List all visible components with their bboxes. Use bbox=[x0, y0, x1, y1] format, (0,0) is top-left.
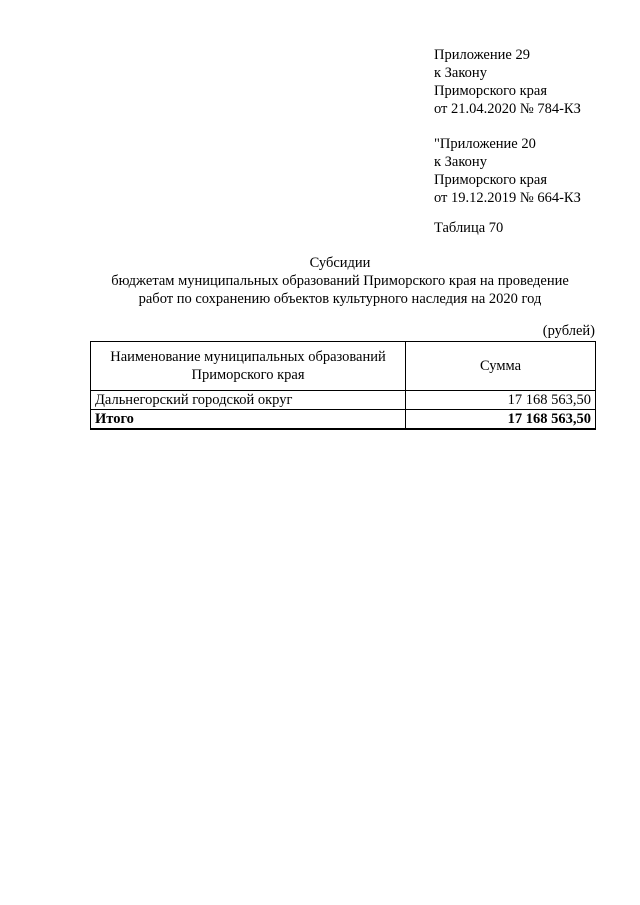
header-amount: Сумма bbox=[406, 342, 596, 391]
title-line: работ по сохранению объектов культурного наследия на 2020 год bbox=[138, 291, 542, 307]
header-municipality: Наименование муниципальных образований Приморского края bbox=[91, 342, 406, 391]
document-title bbox=[60, 254, 620, 308]
title-line: бюджетам муниципальных образований Приморского края на проведение bbox=[111, 273, 569, 289]
cell-amount: 17 168 563,50 bbox=[406, 391, 596, 410]
annex-line: от 21.04.2020 № 784-КЗ bbox=[434, 101, 581, 117]
annex-line: Приложение 29 bbox=[434, 47, 530, 63]
title-line: Субсидии bbox=[309, 255, 371, 271]
total-row bbox=[91, 410, 596, 430]
annex-reference-previous bbox=[434, 135, 624, 207]
table-number: Таблица 70 bbox=[434, 220, 504, 236]
total-amount: 17 168 563,50 bbox=[406, 410, 596, 430]
annex-reference-current bbox=[434, 46, 624, 118]
units-label: (рублей) bbox=[542, 323, 595, 339]
annex-line: к Закону bbox=[434, 154, 487, 170]
cell-municipality: Дальнегорский городской округ bbox=[91, 391, 406, 410]
annex-line: Приморского края bbox=[434, 172, 548, 188]
subsidy-table bbox=[90, 341, 596, 430]
annex-line: Приморского края bbox=[434, 83, 548, 99]
annex-line: "Приложение 20 bbox=[434, 136, 536, 152]
table-header-row bbox=[91, 342, 596, 391]
annex-line: от 19.12.2019 № 664-КЗ bbox=[434, 190, 581, 206]
annex-line: к Закону bbox=[434, 65, 487, 81]
table-row bbox=[91, 391, 596, 410]
total-label: Итого bbox=[91, 410, 406, 430]
